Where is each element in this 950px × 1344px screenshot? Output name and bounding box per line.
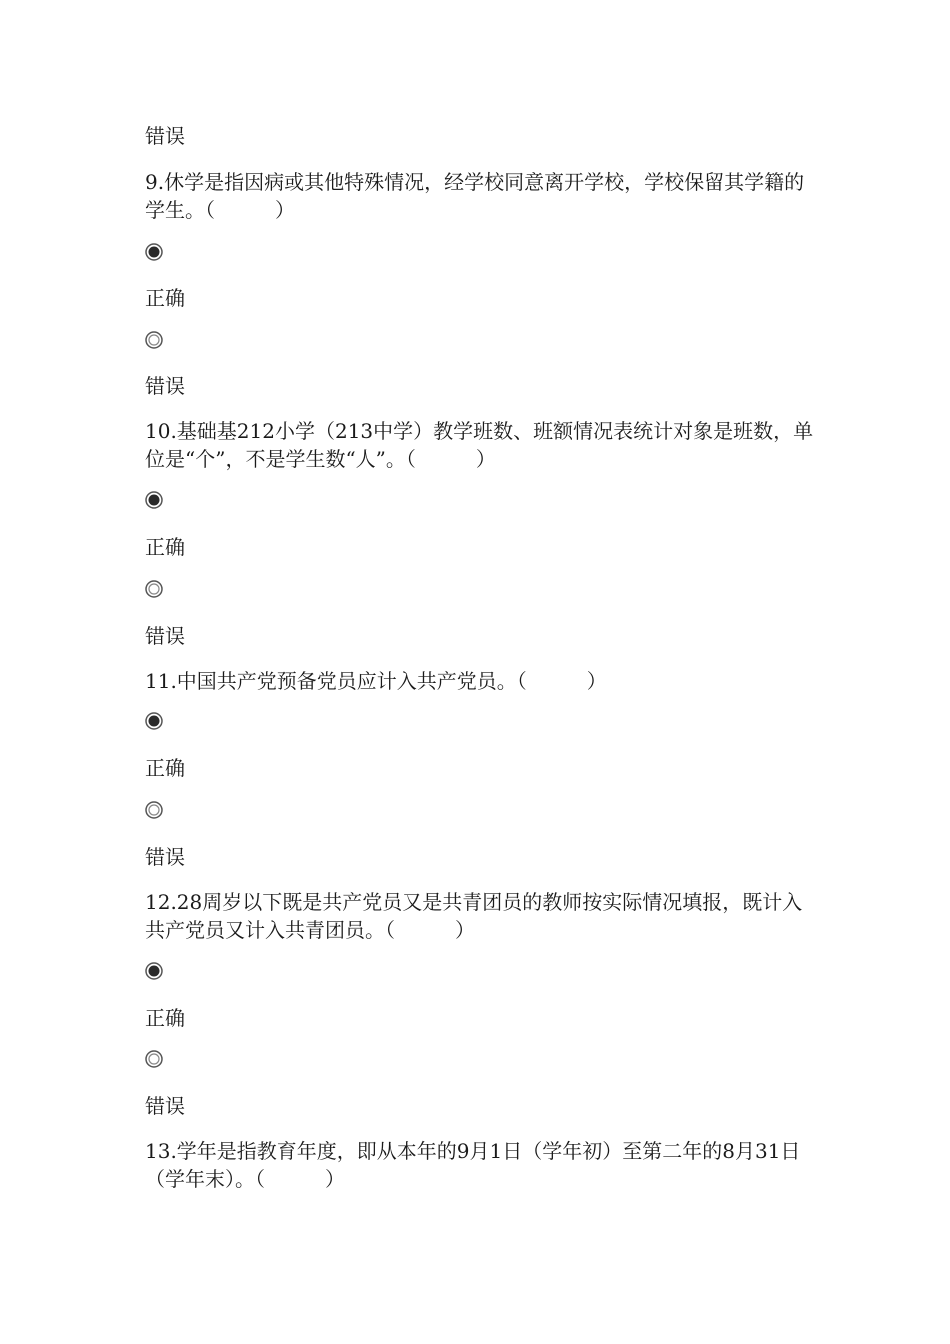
radio-q11-wrong[interactable] xyxy=(145,801,163,819)
radio-q9-wrong[interactable] xyxy=(145,331,163,349)
option-label-wrong: 错误 xyxy=(145,845,185,869)
option-label-wrong: 错误 xyxy=(145,124,185,148)
option-label-correct: 正确 xyxy=(145,756,185,780)
question-11: 11.中国共产党预备党员应计入共产党员。（ ） xyxy=(145,669,607,693)
option-label-wrong: 错误 xyxy=(145,624,185,648)
question-10: 10.基础基212小学（213中学）教学班数、班额情况表统计对象是班数，单位是“个”，不是学生数“人”。（ ） xyxy=(145,419,814,471)
radio-q9-correct[interactable] xyxy=(145,243,163,261)
question-12: 12.28周岁以下既是共产党员又是共青团员的教师按实际情况填报，既计入共产党员又计入共青团员。（ ） xyxy=(145,890,803,942)
radio-q12-correct[interactable] xyxy=(145,962,163,980)
question-13: 13.学年是指教育年度，即从本年的9月1日（学年初）至第二年的8月31日（学年末）。（ ） xyxy=(145,1139,801,1191)
option-label-correct: 正确 xyxy=(145,286,185,310)
radio-q12-wrong[interactable] xyxy=(145,1050,163,1068)
radio-q10-wrong[interactable] xyxy=(145,580,163,598)
option-label-correct: 正确 xyxy=(145,535,185,559)
option-label-wrong: 错误 xyxy=(145,1094,185,1118)
option-label-wrong: 错误 xyxy=(145,374,185,398)
radio-q11-correct[interactable] xyxy=(145,712,163,730)
question-9: 9.休学是指因病或其他特殊情况，经学校同意离开学校，学校保留其学籍的学生。（ ） xyxy=(145,170,805,222)
radio-q10-correct[interactable] xyxy=(145,491,163,509)
option-label-correct: 正确 xyxy=(145,1006,185,1030)
